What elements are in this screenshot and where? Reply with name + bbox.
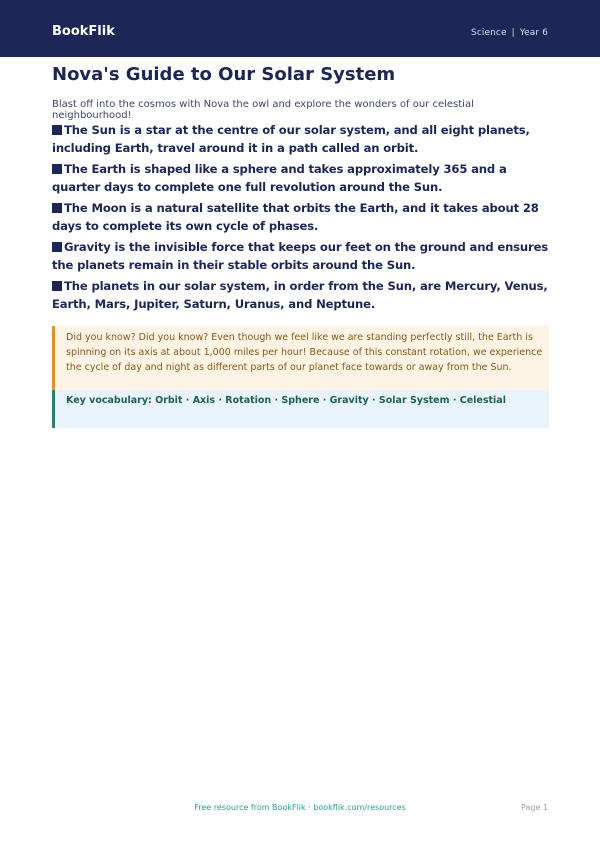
- square-bullet-icon: [52, 125, 62, 135]
- intro-text: Blast off into the cosmos with Nova the owl and explore the wonders of our celestial neighbourhood!: [52, 99, 474, 121]
- fact-text: The Moon is a natural satellite that orbits the Earth, and it takes about 28 days to complete its own cycle of phases.: [52, 201, 539, 233]
- fact-list: [52, 121, 552, 316]
- square-bullet-icon: [52, 203, 62, 213]
- fact-text: The planets in our solar system, in order from the Sun, are Mercury, Venus, Earth, Mars, Jupiter, Saturn, Uranus, and Neptune.: [52, 279, 548, 311]
- fact-text: The Earth is shaped like a sphere and takes approximately 365 and a quarter days to complete one full revolution around the Sun.: [52, 162, 507, 194]
- fact-item: [52, 160, 552, 196]
- square-bullet-icon: [52, 242, 62, 252]
- meta-separator: |: [511, 28, 515, 38]
- brand-logo[interactable]: BookFlik: [52, 24, 115, 39]
- page-title: Nova's Guide to Our Solar System: [52, 64, 396, 85]
- page-number: Page 1: [521, 803, 548, 812]
- fact-text: Gravity is the invisible force that keeps our feet on the ground and ensures the planets remain in their stable orbits around the Sun.: [52, 240, 549, 272]
- square-bullet-icon: [52, 164, 62, 174]
- fact-item: [52, 199, 552, 235]
- fact-text: The Sun is a star at the centre of our solar system, and all eight planets, including Earth, travel around it in a path called an orbit.: [52, 123, 530, 155]
- subject-year-label: [471, 28, 548, 38]
- square-bullet-icon: [52, 281, 62, 291]
- did-you-know-callout: Did you know? Did you know? Even though we feel like we are standing perfectly still, the Earth is spinning on its axis at about 1,000 miles per hour! Because of this constant rotation, we experience the cycle of day and night as different parts of our planet face towards or away from the Sun.: [52, 326, 549, 390]
- year-label: Year 6: [519, 28, 548, 38]
- key-vocabulary-box: Key vocabulary: Orbit · Axis · Rotation · Sphere · Gravity · Solar System · Celestial: [52, 390, 549, 428]
- fact-item: [52, 277, 552, 313]
- subject-label: Science: [471, 28, 507, 38]
- page-header: [0, 0, 600, 57]
- fact-item: [52, 238, 552, 274]
- fact-item: [52, 121, 552, 157]
- footer-resource-link[interactable]: Free resource from BookFlik · bookflik.com/resources: [194, 803, 406, 812]
